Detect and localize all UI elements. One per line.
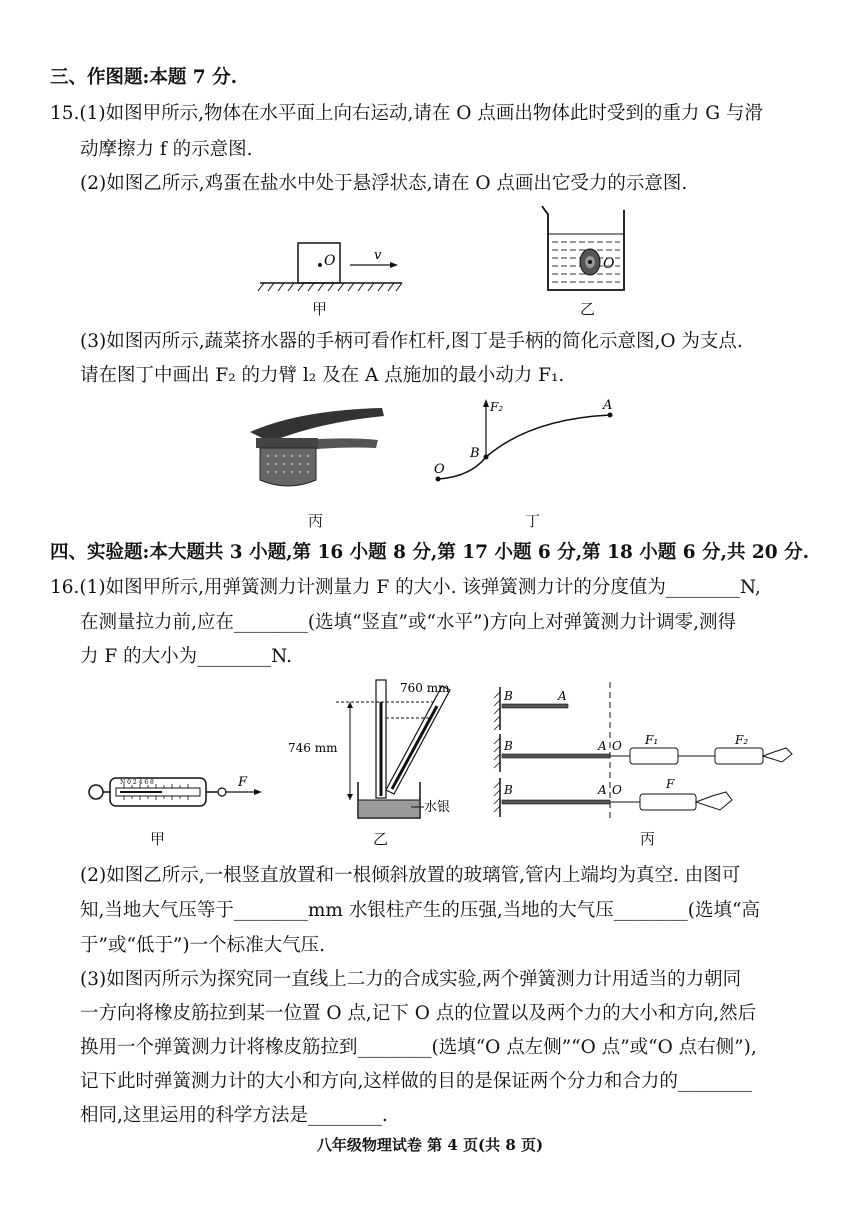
- q15-part1-line2: 动摩擦力 f 的示意图.: [80, 139, 253, 160]
- label-f2: F₂: [735, 733, 749, 747]
- label-f2: F₂: [490, 400, 504, 414]
- caption-jia: 甲: [312, 300, 328, 318]
- q16-part1-line1: 16.(1)如图甲所示,用弹簧测力计测量力 F 的大小. 该弹簧测力计的分度值为________N,: [50, 577, 761, 598]
- label-760mm: 760 mm: [400, 681, 450, 695]
- label-f1: F₁: [645, 733, 659, 747]
- label-o: O: [612, 783, 622, 797]
- q15-part1-line1: 15.(1)如图甲所示,物体在水平面上向右运动,请在 O 点画出物体此时受到的重力 G 与滑: [50, 103, 763, 124]
- label-o: O: [603, 256, 615, 272]
- page-footer: 八年级物理试卷 第 4 页(共 8 页): [316, 1136, 544, 1154]
- q16-part3-line4: 记下此时弹簧测力计的大小和方向,这样做的目的是保证两个分力和合力的________: [80, 1071, 752, 1092]
- q16-part2-line2: 知,当地大气压等于________mm 水银柱产生的压强,当地的大气压________(选填“高: [80, 900, 760, 921]
- label-v: v: [374, 248, 382, 263]
- q15-part2: (2)如图乙所示,鸡蛋在盐水中处于悬浮状态,请在 O 点画出它受力的示意图.: [80, 173, 688, 194]
- label-mercury: 水银: [424, 800, 451, 815]
- label-746mm: 746 mm: [288, 741, 338, 755]
- figure-ding-lever: [420, 395, 630, 495]
- q16-part2-line1: (2)如图乙所示,一根竖直放置和一根倾斜放置的玻璃管,管内上端均为真空. 由图可: [80, 865, 741, 886]
- label-b: B: [504, 739, 513, 753]
- label-o: O: [612, 739, 622, 753]
- figure-jia-block: [250, 235, 410, 295]
- scale-ticks: N 0 2 4 6 8: [120, 779, 154, 786]
- q16-part3-line1: (3)如图丙所示为探究同一直线上二力的合成实验,两个弹簧测力计用适当的力朝同: [80, 969, 742, 990]
- q16-part3-line5: 相同,这里运用的科学方法是________.: [80, 1105, 388, 1126]
- q16-part2-line3: 于”或“低于”)一个标准大气压.: [80, 935, 325, 956]
- label-o: O: [434, 462, 445, 477]
- caption-yi-2: 乙: [373, 830, 389, 848]
- q16-part1-line2: 在测量拉力前,应在________(选填“竖直”或“水平”)方向上对弹簧测力计调零,测得: [80, 612, 737, 633]
- caption-bing: 丙: [308, 512, 324, 530]
- caption-bing-2: 丙: [640, 830, 656, 848]
- figure-yi-beaker: [536, 200, 636, 300]
- q15-part3-line1: (3)如图丙所示,蔬菜挤水器的手柄可看作杠杆,图丁是手柄的简化示意图,O 为支点.: [80, 331, 743, 352]
- q16-part1-line3: 力 F 的大小为________N.: [80, 646, 292, 667]
- label-b: B: [504, 689, 513, 703]
- label-b: B: [470, 446, 480, 461]
- q16-part3-line3: 换用一个弹簧测力计将橡皮筋拉到________(选填“O 点左侧”“O 点”或“O 点右侧”),: [80, 1037, 757, 1058]
- label-a: A: [598, 739, 607, 753]
- q15-part3-line2: 请在图丁中画出 F₂ 的力臂 l₂ 及在 A 点施加的最小动力 F₁.: [80, 365, 565, 386]
- caption-ding: 丁: [525, 512, 541, 530]
- figure-jia-spring-scale: [86, 770, 266, 815]
- label-a: A: [603, 398, 613, 413]
- section-3-title: 三、作图题:本题 7 分.: [50, 67, 238, 88]
- caption-jia-2: 甲: [150, 830, 166, 848]
- label-b: B: [504, 783, 513, 797]
- section-4-title: 四、实验题:本大题共 3 小题,第 16 小题 8 分,第 17 小题 6 分,第 18 小题 6 分,共 20 分.: [50, 542, 810, 563]
- label-f: F: [666, 777, 675, 791]
- caption-yi: 乙: [580, 300, 596, 318]
- figure-bing-squeezer: [240, 400, 390, 495]
- label-f: F: [238, 775, 248, 790]
- figure-bing-forces: [490, 682, 800, 822]
- label-a: A: [558, 689, 567, 703]
- label-o: O: [324, 253, 336, 269]
- q16-part3-line2: 一方向将橡皮筋拉到某一位置 O 点,记下 O 点的位置以及两个力的大小和方向,然后: [80, 1003, 757, 1024]
- figure-yi-torricelli: [286, 672, 476, 822]
- label-a: A: [598, 783, 607, 797]
